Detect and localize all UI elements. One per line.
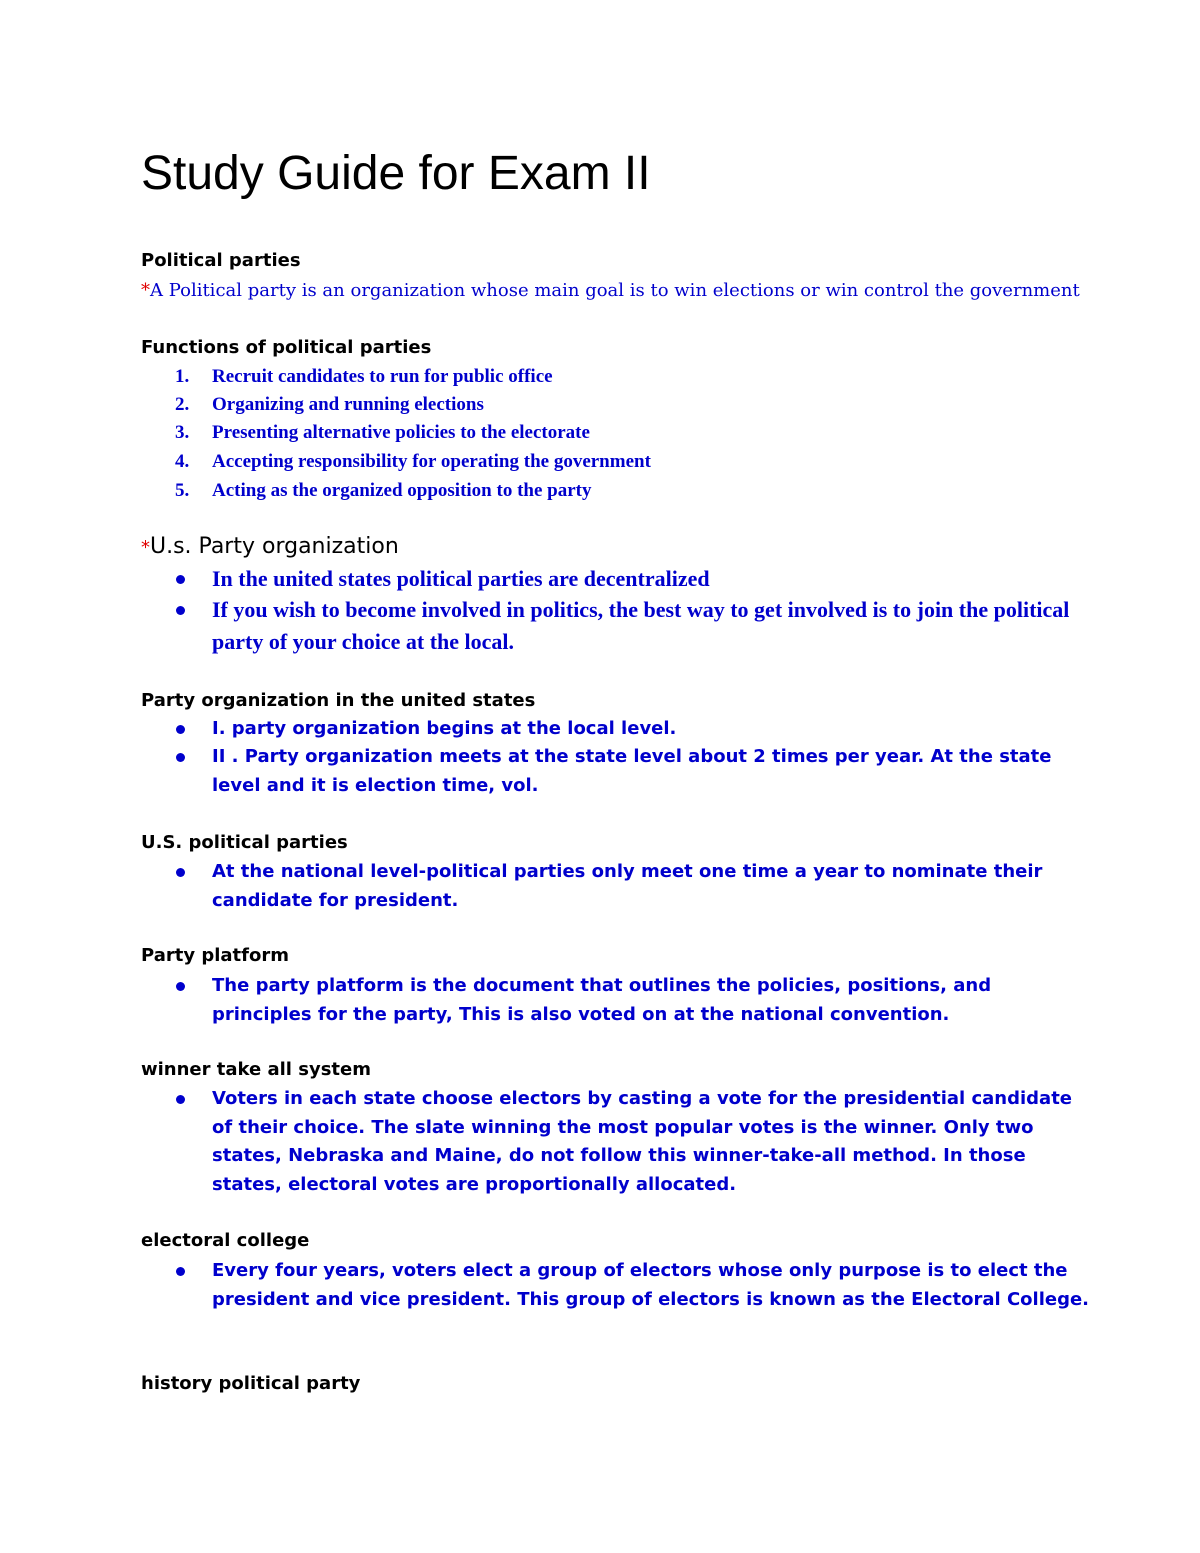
bullet-icon — [176, 575, 185, 584]
bullet-icon — [176, 753, 185, 762]
list-item-text: Acting as the organized opposition to the party — [212, 480, 592, 501]
bullet-icon — [176, 1095, 185, 1104]
list-item-text: The party platform is the document that outlines the policies, positions, and principles for the party, This is also voted on at the national convention. — [212, 975, 992, 1025]
heading-political-parties: Political parties — [141, 250, 301, 271]
list-item-text: At the national level-political parties only meet one time a year to nominate their candidate for president. — [212, 861, 1043, 911]
bullet-icon — [176, 606, 185, 615]
list-item-text: If you wish to become involved in politics, the best way to get involved is to join the political party of your choice at the local. — [212, 597, 1070, 654]
list-item-text: In the united states political parties are decentralized — [212, 566, 710, 591]
bullet-icon — [176, 725, 185, 734]
list-item-text: I. party organization begins at the local level. — [212, 718, 677, 739]
political-party-definition — [141, 278, 1080, 304]
definition-text: A Political party is an organization whose main goal is to win elections or win control the government — [150, 280, 1080, 301]
heading-electoral-college: electoral college — [141, 1230, 310, 1251]
heading-history-political-party: history political party — [141, 1373, 361, 1394]
bullet-icon — [176, 1267, 185, 1276]
heading-us-party-organization — [141, 532, 399, 563]
list-item-text: Organizing and running elections — [212, 394, 484, 415]
list-number: 5. — [175, 480, 190, 501]
list-number: 2. — [175, 394, 190, 415]
bullet-icon — [176, 982, 185, 991]
list-number: 4. — [175, 451, 190, 472]
list-number: 1. — [175, 366, 190, 387]
heading-party-platform: Party platform — [141, 945, 289, 966]
heading-functions: Functions of political parties — [141, 337, 432, 358]
heading-us-political-parties: U.S. political parties — [141, 832, 348, 853]
list-item-text: Accepting responsibility for operating the government — [212, 451, 651, 472]
bullet-icon — [176, 868, 185, 877]
asterisk-marker: * — [141, 537, 150, 558]
list-item-text: Voters in each state choose electors by casting a vote for the presidential candidate of their choice. The slate winning the most popular votes is the winner. Only two states, Nebraska and Maine, do not follow this winner-take-all method. In those states, electoral votes are proportionally allocated. — [212, 1088, 1073, 1195]
list-item-text: II . Party organization meets at the state level about 2 times per year. At the state level and it is election time, vol. — [212, 746, 1052, 796]
asterisk-marker: * — [141, 280, 150, 301]
list-item-text: Recruit candidates to run for public office — [212, 366, 553, 387]
heading-text: U.s. Party organization — [150, 534, 399, 559]
list-item-text: Every four years, voters elect a group of electors whose only purpose is to elect the president and vice president. This group of electors is known as the Electoral College. — [212, 1260, 1090, 1310]
list-item-text: Presenting alternative policies to the electorate — [212, 422, 590, 443]
heading-winner-take-all: winner take all system — [141, 1059, 371, 1080]
heading-party-organization-us: Party organization in the united states — [141, 690, 536, 711]
list-number: 3. — [175, 422, 190, 443]
page-title: Study Guide for Exam II — [141, 147, 651, 200]
